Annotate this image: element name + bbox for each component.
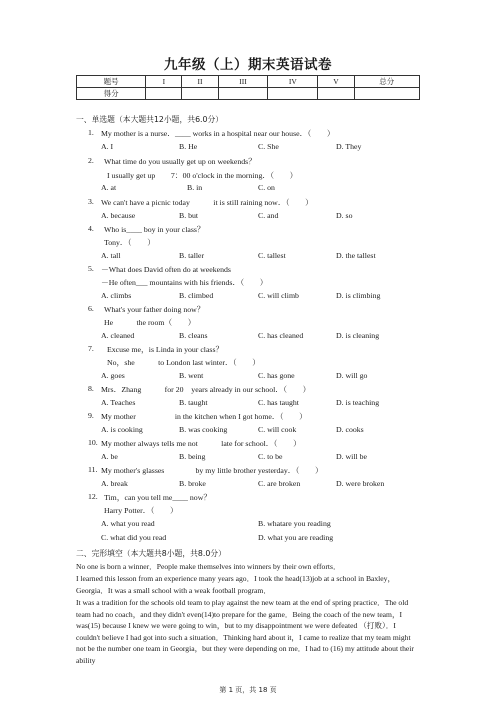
question-stem: Who is____ boy in your class？ — [104, 225, 205, 234]
option: A. is cooking — [101, 425, 143, 434]
question-number: 5. — [88, 264, 94, 273]
option: B. was cooking — [179, 425, 228, 434]
score-cell — [268, 88, 318, 100]
option: D. were broken — [336, 479, 385, 488]
question-number: 9. — [88, 411, 94, 420]
score-cell — [182, 88, 218, 100]
option: C. will cook — [258, 425, 297, 434]
question-stem: What time do you usually get up on weekends？ — [104, 157, 257, 166]
option: A. at — [101, 183, 117, 192]
option: A. goes — [101, 371, 125, 380]
question-stem-line2: I usually get up 7：00 o'clock in the morning．（ ） — [107, 171, 298, 180]
option: C. what did you read — [101, 533, 167, 542]
option: C. will climb — [258, 291, 299, 300]
score-cell — [146, 88, 182, 100]
option: D. the tallest — [336, 251, 376, 260]
question-stem: What's your father doing now？ — [104, 305, 205, 314]
question-stem-line2: No，she to London last winter．（ ） — [107, 358, 261, 367]
option: D. so — [336, 211, 353, 220]
score-table-header-row — [77, 76, 420, 88]
score-header-cell: 总分 — [354, 76, 420, 88]
question-number: 4. — [88, 224, 94, 233]
option: C. has gone — [258, 371, 295, 380]
option: D. is teaching — [336, 398, 380, 407]
option: D. will go — [336, 371, 368, 380]
question-number: 8. — [88, 384, 94, 393]
score-row-label: 得分 — [77, 88, 146, 100]
score-header-cell: II — [182, 76, 218, 88]
option: C. has taught — [258, 398, 299, 407]
page-title: 九年级（上）期末英语试卷 — [164, 57, 332, 73]
passage-paragraph: No one is born a winner．People make themselves into winners by their own efforts． — [76, 562, 341, 571]
question-stem: We can't have a picnic today it is still raining now．（ ） — [101, 198, 313, 207]
score-table-row — [77, 88, 420, 100]
question-stem: My mother always tells me not late for school．（ ） — [101, 439, 301, 448]
score-header-cell: III — [218, 76, 268, 88]
passage-paragraph: It was a tradition for the schools old team to play against the new team at the end of spring practice．The old team had no coach，and they didn't even(14)to prepare for the game．Being the coach of the new team，I was(15) because I knew we were going to win，but to my disappointment we were defeated （打败）．I couldn't believe I had got into such a situation．Thinking hard about it，I came to realize that my team might not be the number one team in Georgia，but they were depending on me．I had to (16) my attitude about their ability — [76, 598, 414, 665]
score-cell — [354, 88, 420, 100]
option: D. cooks — [336, 425, 364, 434]
option: A. be — [101, 452, 118, 461]
option: A. I — [101, 142, 114, 151]
option: D. what you are reading — [258, 533, 334, 542]
question-number: 2. — [88, 156, 94, 165]
option: B. He — [179, 142, 198, 151]
question-stem-line2: －He often___ mountains with his friends．（ ） — [101, 278, 268, 287]
question-stem: My mother in the kitchen when I got home．（ ） — [101, 412, 307, 421]
option: A. because — [101, 211, 136, 220]
question-number: 11. — [88, 465, 98, 474]
option: A. tall — [101, 251, 121, 260]
option: B. went — [179, 371, 204, 380]
option: D. will be — [336, 452, 367, 461]
option: B. in — [187, 183, 203, 192]
option: C. on — [258, 183, 275, 192]
question-stem: My mother's glasses by my little brother yesterday．（ ） — [101, 466, 323, 475]
option: C. She — [258, 142, 279, 151]
section-heading: 一、单选题（本大题共12小题，共6.0分） — [76, 115, 224, 124]
score-cell — [218, 88, 268, 100]
option: A. climbs — [101, 291, 132, 300]
option: D. is cleaning — [336, 331, 380, 340]
option: D. They — [336, 142, 362, 151]
question-number: 12. — [88, 492, 98, 501]
page-footer: 第 1 页，共 18 页 — [219, 686, 277, 694]
option: D. is climbing — [336, 291, 381, 300]
option: B. being — [179, 452, 206, 461]
option: C. to be — [258, 452, 283, 461]
score-cell — [318, 88, 354, 100]
question-number: 6. — [88, 304, 94, 313]
score-table — [76, 75, 420, 100]
option: B. climbed — [179, 291, 214, 300]
score-header-cell: IV — [268, 76, 318, 88]
question-number: 7. — [88, 344, 94, 353]
score-header-cell: I — [146, 76, 182, 88]
question-stem: Excuse me，is Linda in your class？ — [107, 345, 224, 354]
question-stem: My mother is a nurse．____ works in a hospital near our house．（ ） — [101, 129, 335, 138]
option: A. what you read — [101, 519, 155, 528]
option: A. cleaned — [101, 331, 135, 340]
option: C. has cleaned — [258, 331, 304, 340]
option: A. Teaches — [101, 398, 136, 407]
score-header-cell: V — [318, 76, 354, 88]
question-stem: －What does David often do at weekends — [101, 265, 231, 274]
option: C. and — [258, 211, 279, 220]
passage-paragraph: I learned this lesson from an experience many years ago．I took the head(13)job at a school in Baxley，Georgia．It was a small school with a weak football program． — [76, 574, 396, 595]
option: B. broke — [179, 479, 206, 488]
score-header-cell: 题号 — [77, 76, 146, 88]
question-stem: Mrs．Zhang for 20 years already in our school．（ ） — [101, 385, 311, 394]
option: B. whatare you reading — [258, 519, 331, 528]
option: C. tallest — [258, 251, 286, 260]
question-number: 10. — [88, 438, 98, 447]
question-stem: Tim，can you tell me____ now？ — [104, 493, 212, 502]
option: B. taught — [179, 398, 208, 407]
option: B. taller — [179, 251, 205, 260]
question-stem-line2: Tony．（ ） — [104, 238, 155, 247]
question-stem-line2: He the room（ ） — [104, 318, 196, 327]
question-number: 1. — [88, 128, 94, 137]
question-number: 3. — [88, 197, 94, 206]
option: B. but — [179, 211, 199, 220]
option: A. break — [101, 479, 128, 488]
section-heading: 二、完形填空（本大题共8小题，共8.0分） — [76, 549, 226, 558]
option: B. cleans — [179, 331, 208, 340]
question-stem-line2: Harry Potter．（ ） — [104, 506, 178, 515]
option: C. are broken — [258, 479, 301, 488]
